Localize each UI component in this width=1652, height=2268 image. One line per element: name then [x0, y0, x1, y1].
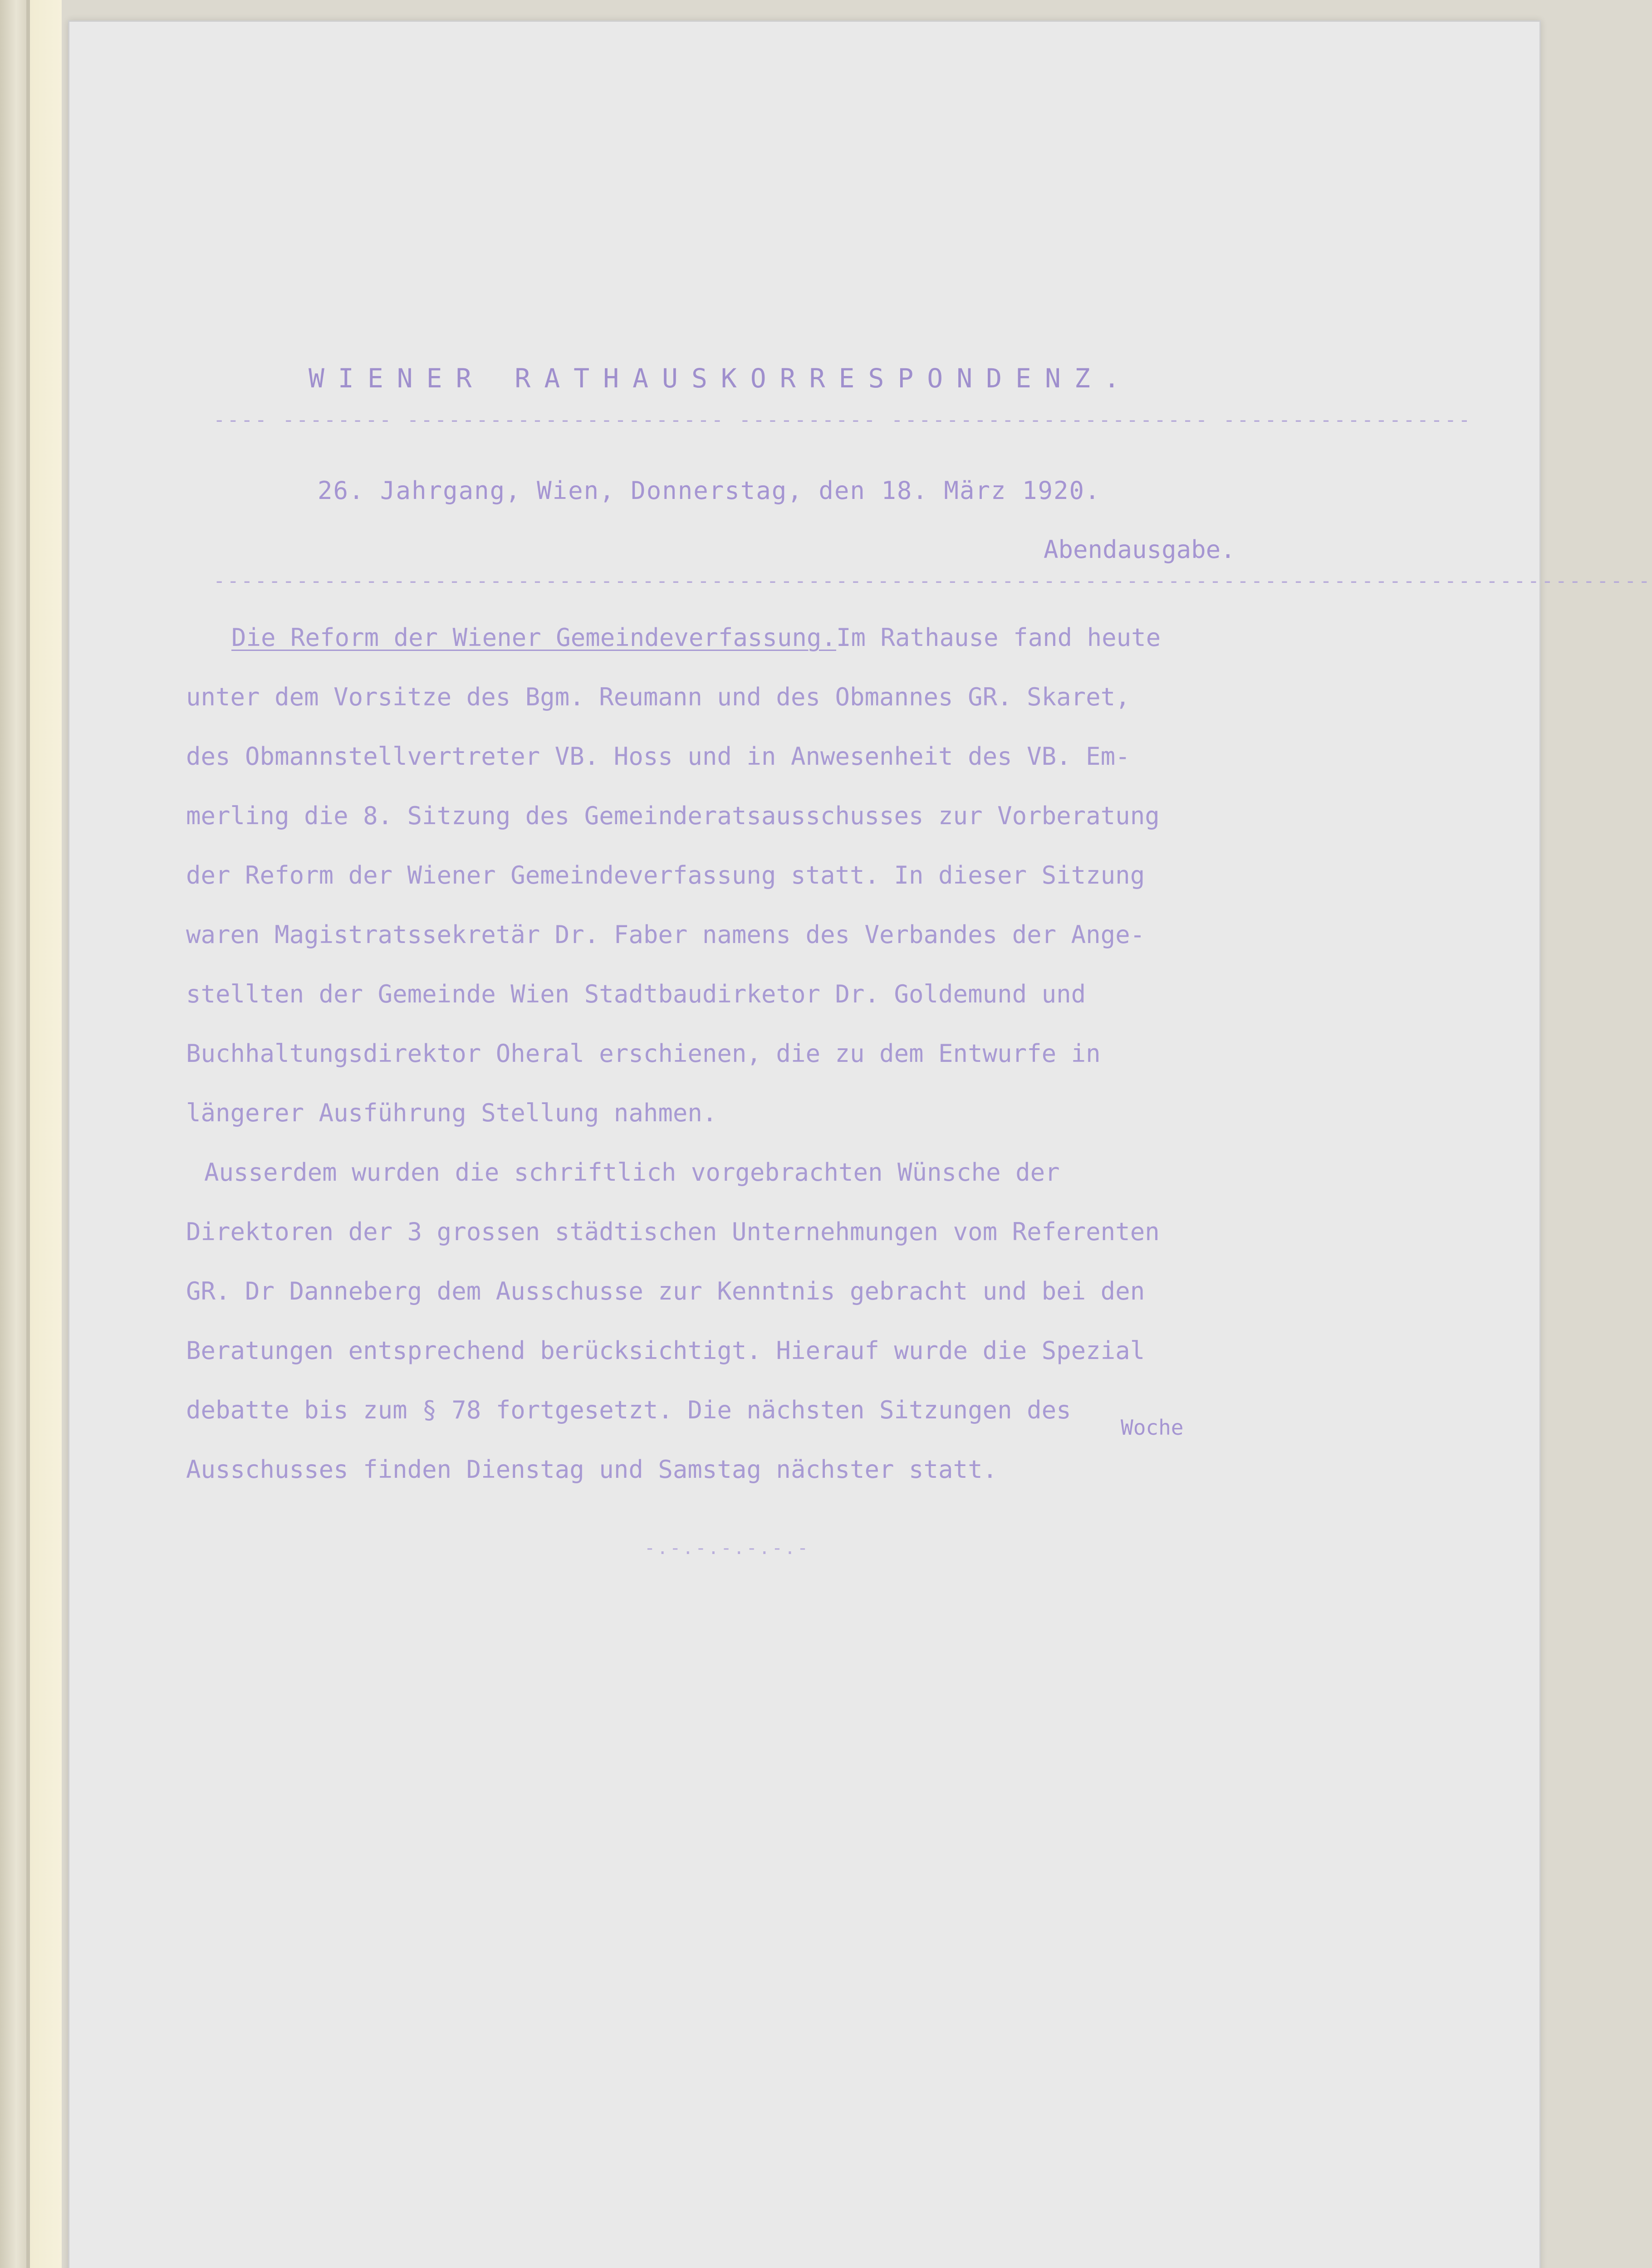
- article-line: merling die 8. Sitzung des Gemeinderatsausschusses zur Vorberatung: [186, 802, 1160, 830]
- article-line: Ausschusses finden Dienstag und Samstag nächster statt.: [186, 1455, 998, 1484]
- issue-line: 26. Jahrgang, Wien, Donnerstag, den 18. März 1920.: [318, 476, 1101, 505]
- edition-label: Abendausgabe.: [1044, 535, 1235, 564]
- article-line: stellten der Gemeinde Wien Stadtbaudirketor Dr. Goldemund und: [186, 980, 1086, 1008]
- article-line: der Reform der Wiener Gemeindeverfassung statt. In dieser Sitzung: [186, 861, 1145, 890]
- article-line: Buchhaltungsdirektor Oheral erschienen, die zu dem Entwurfe in: [186, 1039, 1101, 1068]
- article-body: [186, 608, 1411, 1499]
- binding-strip: [30, 0, 62, 2268]
- article-line: Beratungen entsprechend berücksichtigt. Hierauf wurde die Spezial: [186, 1336, 1145, 1365]
- article-line: des Obmannstellvertreter VB. Hoss und in Anwesenheit des VB. Em-: [186, 742, 1130, 771]
- article-line: Direktoren der 3 grossen städtischen Unternehmungen vom Referenten: [186, 1217, 1160, 1246]
- closing-mark: -.-.-.-.-.-.-: [644, 1538, 810, 1559]
- header-title: WIENER RATHAUSKORRESPONDENZ.: [309, 363, 1133, 394]
- handwritten-insertion: Woche: [1121, 1415, 1184, 1440]
- article-first-line: [186, 608, 1411, 667]
- binding-left: [0, 0, 27, 2268]
- article-line: debatte bis zum § 78 fortgesetzt. Die nächsten Sitzungen des: [186, 1396, 1071, 1424]
- article-line: Ausserdem wurden die schriftlich vorgebrachten Wünsche der: [204, 1158, 1060, 1187]
- binding-edge: [26, 0, 30, 2268]
- article-line: längerer Ausführung Stellung nahmen.: [186, 1099, 717, 1127]
- article-line: waren Magistratssekretär Dr. Faber namens des Verbandes der Ange-: [186, 920, 1145, 949]
- article-title: Die Reform der Wiener Gemeindeverfassung.: [231, 623, 836, 652]
- article-line: GR. Dr Danneberg dem Ausschusse zur Kenntnis gebracht und bei den: [186, 1277, 1145, 1305]
- article-line: unter dem Vorsitze des Bgm. Reumann und des Obmannes GR. Skaret,: [186, 683, 1130, 711]
- header-rule: ---- -------- ----------------------- ---------- ----------------------- ------------------: [213, 408, 1472, 431]
- separator-rule: --------------------------------------------------------------------------------------------------------: [213, 569, 1652, 592]
- article-line: Im Rathause fand heute: [836, 623, 1161, 652]
